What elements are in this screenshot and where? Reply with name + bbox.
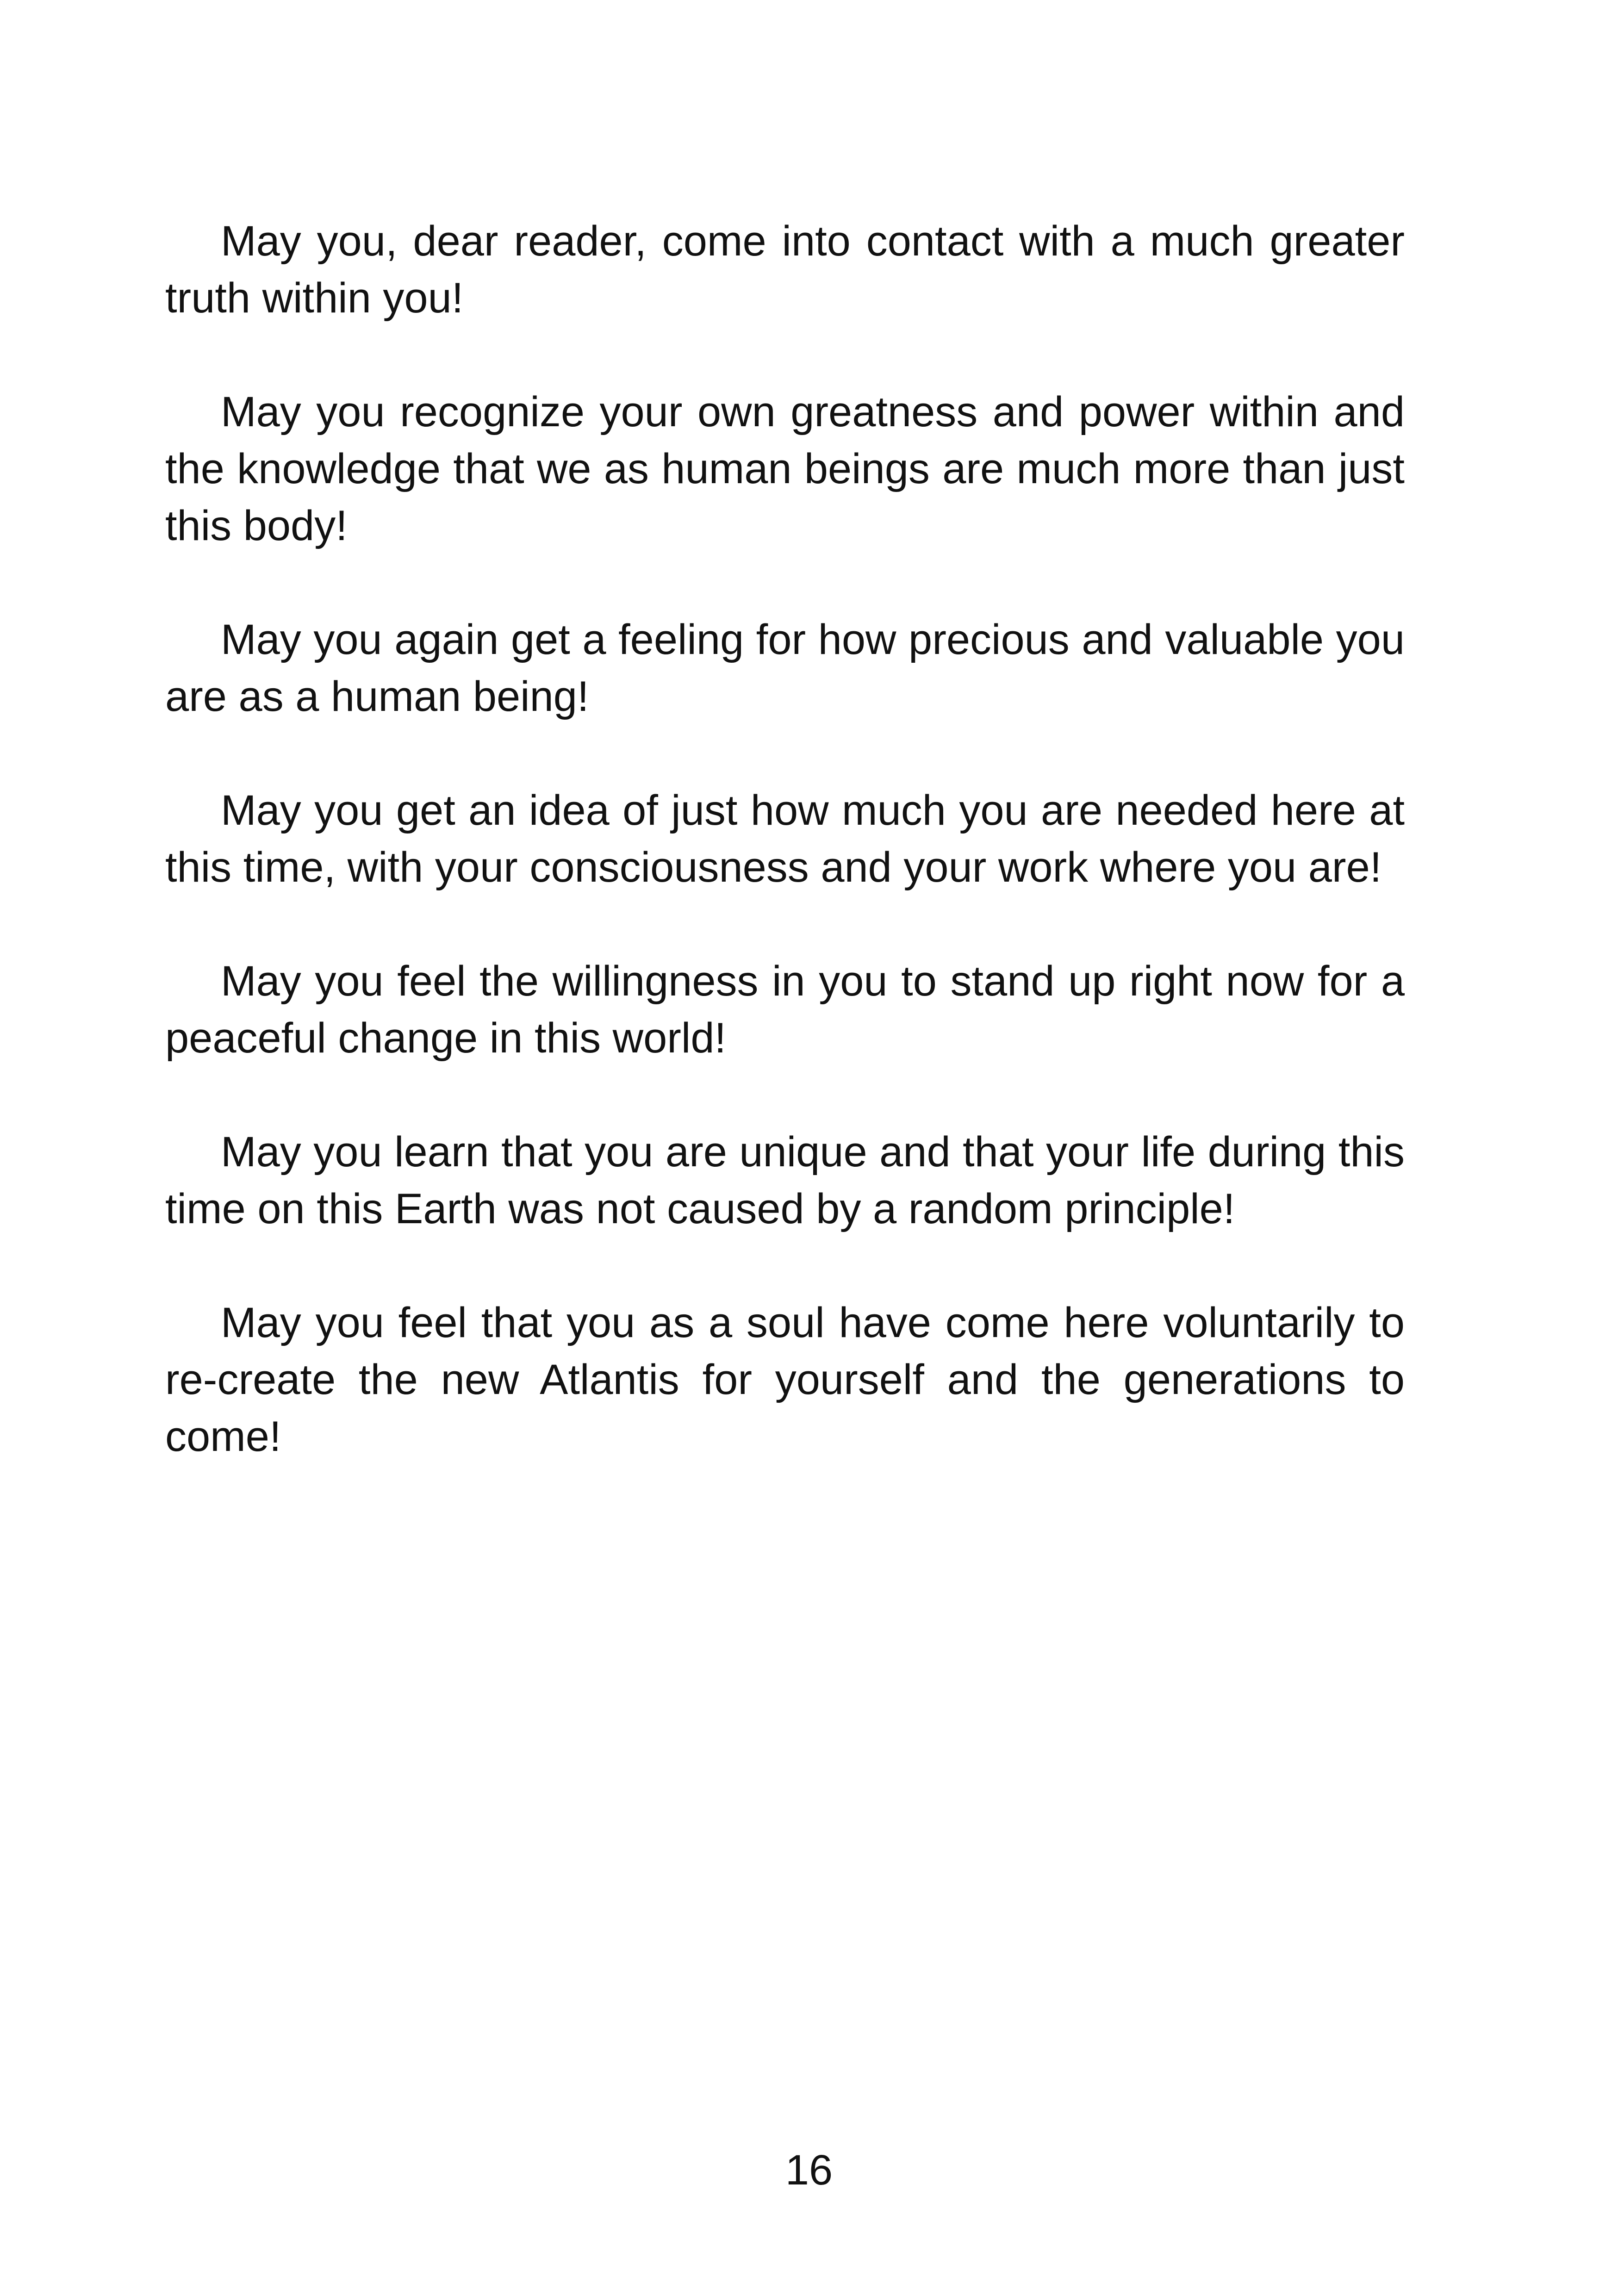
paragraph-5: May you feel the willingness in you to stand up right now for a peaceful change in this world! bbox=[165, 958, 1405, 1062]
paragraph-7: May you feel that you as a soul have come here voluntarily to re-create the new Atlantis for yourself and the generations to come! bbox=[165, 1299, 1405, 1460]
paragraph-3: May you again get a feeling for how precious and valuable you are as a human being! bbox=[165, 616, 1405, 720]
paragraph-6: May you learn that you are unique and that your life during this time on this Earth was not caused by a random principle! bbox=[165, 1128, 1405, 1232]
page-number: 16 bbox=[785, 2147, 833, 2194]
body-text bbox=[165, 213, 1405, 1522]
paragraph-1: May you, dear reader, come into contact with a much greater truth within you! bbox=[165, 218, 1405, 322]
paragraph-2: May you recognize your own greatness and power within and the knowledge that we as human beings are much more than just this body! bbox=[165, 388, 1405, 549]
paragraph-4: May you get an idea of just how much you are needed here at this time, with your consciousness and your work where you are! bbox=[165, 787, 1405, 891]
